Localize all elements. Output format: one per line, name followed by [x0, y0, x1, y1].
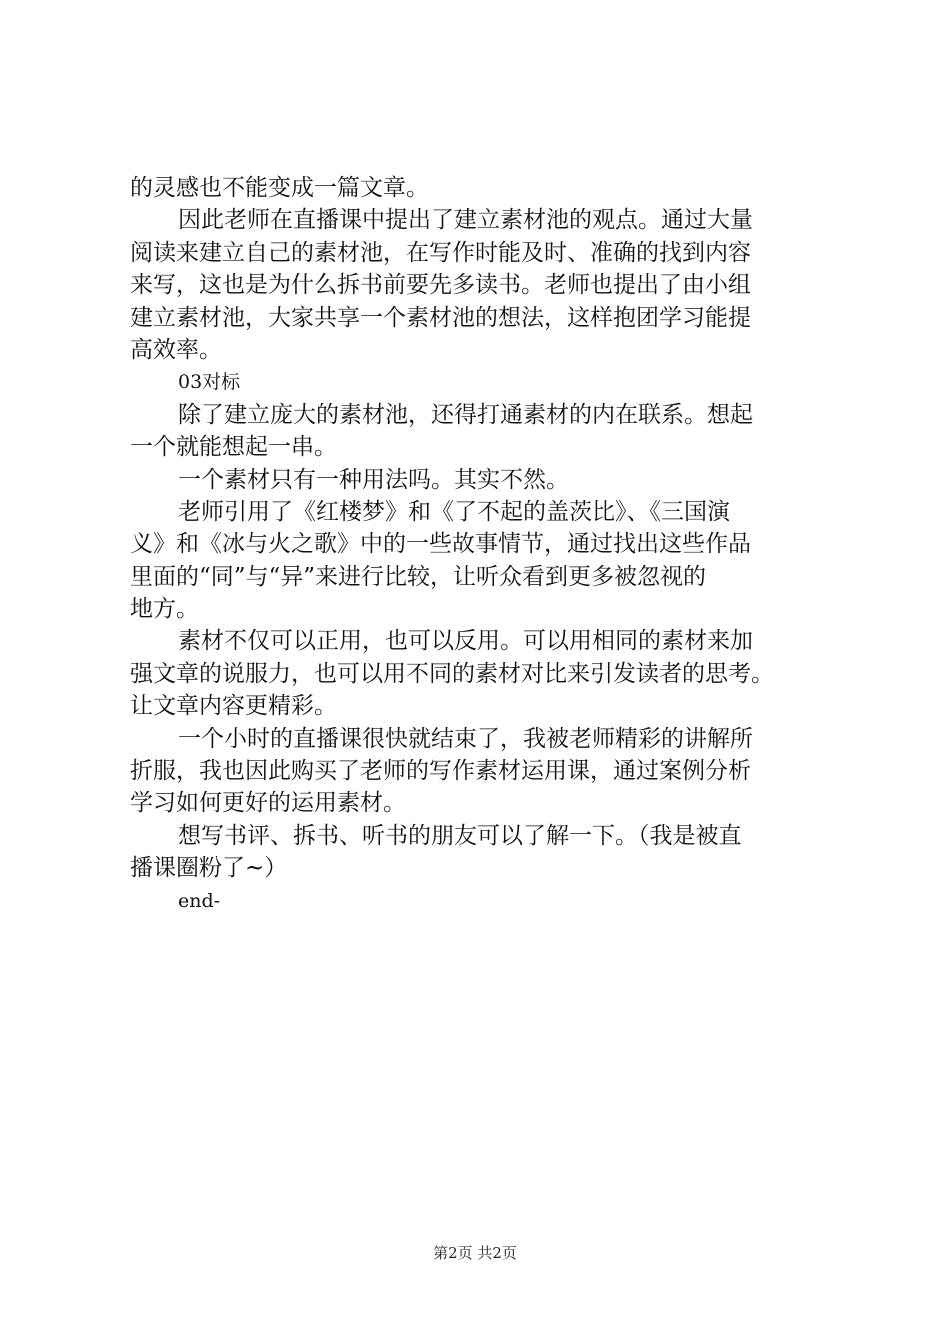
paragraph-line: 阅读来建立自己的素材池，在写作时能及时、准确的找到内容	[130, 239, 751, 266]
document-body	[130, 172, 834, 917]
paragraph-line: 素材不仅可以正用，也可以反用。可以用相同的素材来加	[178, 628, 753, 655]
paragraph-line: 一个就能想起一串。	[130, 434, 337, 461]
paragraph-line: 除了建立庞大的素材池，还得打通素材的内在联系。想起	[178, 401, 753, 428]
paragraph-line: 让文章内容更精彩。	[130, 693, 337, 720]
page-footer: 第2页 共2页	[433, 1244, 517, 1262]
paragraph-line: 义》和《冰与火之歌》中的一些故事情节，通过找出这些作品	[130, 531, 751, 558]
paragraph-line: 一个小时的直播课很快就结束了，我被老师精彩的讲解所	[178, 725, 753, 752]
section-heading: 03对标	[178, 371, 241, 394]
paragraph-line: 因此老师在直播课中提出了建立素材池的观点。通过大量	[178, 207, 753, 234]
paragraph-line: 的灵感也不能变成一篇文章。	[130, 175, 429, 201]
paragraph-line: 一个素材只有一种用法吗。其实不然。	[178, 466, 569, 493]
paragraph-line: 老师引用了《红楼梦》和《了不起的盖茨比》、《三国演	[178, 498, 730, 525]
paragraph-line: 来写，这也是为什么拆书前要先多读书。老师也提出了由小组	[130, 272, 751, 299]
paragraph-line: 高效率。	[130, 336, 222, 363]
paragraph-line: 播课圈粉了~）	[130, 855, 288, 882]
paragraph-line: 建立素材池，大家共享一个素材池的想法，这样抱团学习能提	[130, 304, 751, 331]
paragraph-line: 想写书评、拆书、听书的朋友可以了解一下。（我是被直	[178, 822, 742, 849]
paragraph-line: 折服，我也因此购买了老师的写作素材运用课，通过案例分析	[130, 758, 751, 785]
paragraph-line: 地方。	[130, 596, 199, 623]
end-marker: end-	[178, 889, 221, 912]
paragraph-line: 学习如何更好的运用素材。	[130, 790, 406, 817]
paragraph-line: 强文章的说服力，也可以用不同的素材对比来引发读者的思考。	[130, 660, 774, 687]
paragraph-line: 里面的“同”与“异”来进行比较，让听众看到更多被忽视的	[130, 563, 707, 590]
